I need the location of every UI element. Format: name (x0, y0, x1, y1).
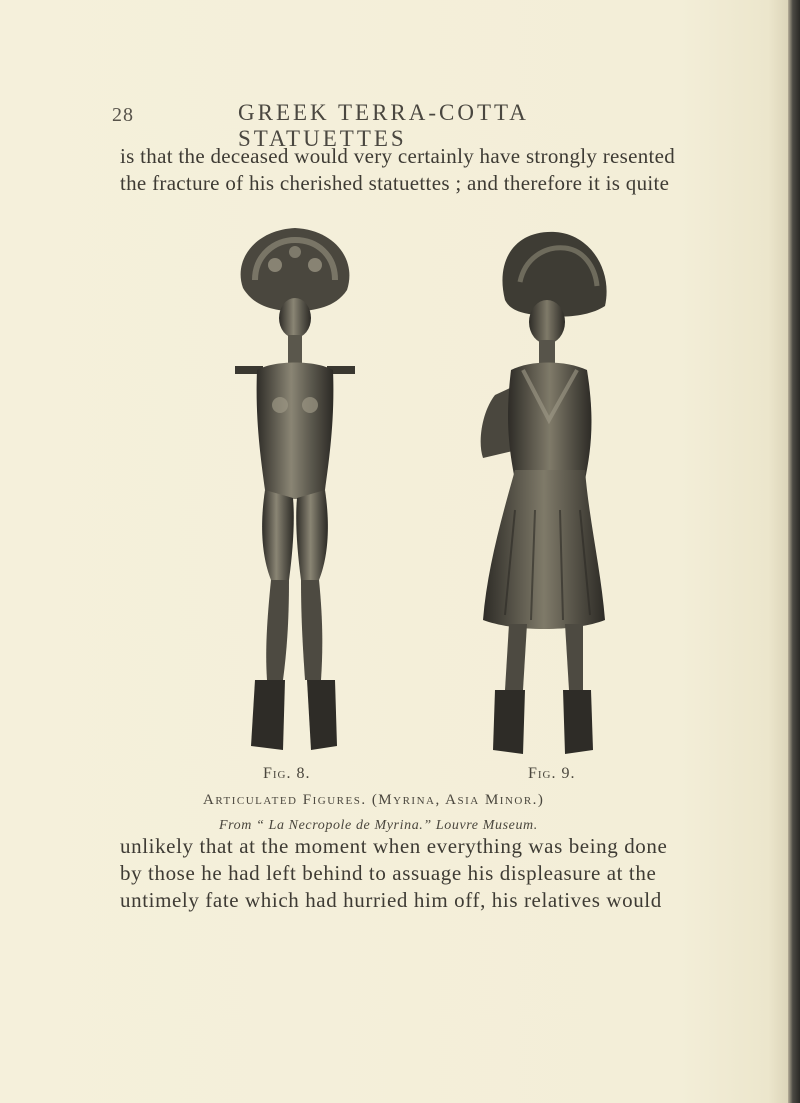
text-line: by those he had left behind to assuage his displeasure at the (120, 861, 657, 885)
text-line: the fracture of his cherished statuettes ; and therefore it is quite (120, 171, 670, 195)
figure-8-label: Fig. 8. (263, 765, 311, 782)
page-edge (788, 0, 800, 1103)
statuette-figure-9 (465, 220, 615, 760)
page-number: 28 (112, 104, 134, 126)
text-line: unlikely that at the moment when everything was being done (120, 834, 668, 858)
figure-plate (225, 220, 605, 760)
paragraph-top (120, 143, 710, 197)
plate-caption: Articulated Figures. (Myrina, Asia Minor.) (203, 792, 545, 808)
running-title: GREEK TERRA-COTTA STATUETTES (238, 100, 528, 151)
plate-source: From “ La Necropole de Myrina.” Louvre Museum. (219, 818, 538, 833)
running-head (112, 100, 672, 151)
statuette-figure-8 (225, 220, 365, 760)
paragraph-bottom (120, 833, 710, 914)
figure-9-label: Fig. 9. (528, 765, 576, 782)
text-line: untimely fate which had hurried him off, his relatives would (120, 888, 662, 912)
text-line: is that the deceased would very certainly have strongly resented (120, 144, 676, 168)
